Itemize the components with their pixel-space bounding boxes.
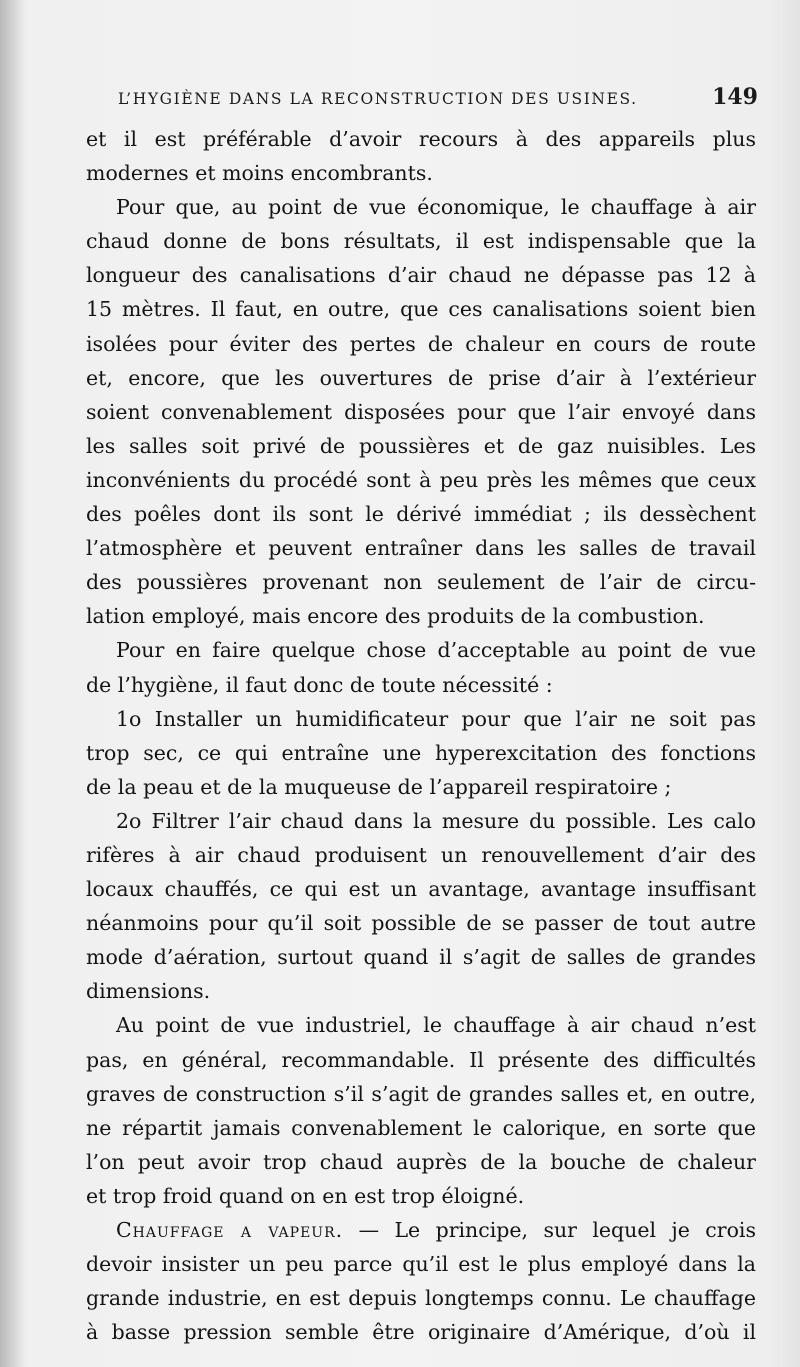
text-line: Pour en faire quelque chose d’acceptable au point de vue xyxy=(116,638,756,663)
text-line: soient convenablement disposées pour que l’air envoyé dans xyxy=(86,399,756,424)
text-line: l’on peut avoir trop chaud auprès de la bouche de chaleur xyxy=(86,1149,756,1174)
text-line: de l’hygiène, il faut donc de toute nécessité : xyxy=(86,672,553,697)
text-line: les salles soit privé de poussières et de gaz nuisibles. Les xyxy=(86,433,756,458)
text-line: chaud donne de bons résultats, il est indispensable que la xyxy=(86,229,756,254)
text-line: pas, en général, recommandable. Il présente des difficultés xyxy=(86,1047,756,1072)
text-line: des poêles dont ils sont le dérivé immédiat ; ils dessèchent xyxy=(86,502,756,527)
text-line: 1o Installer un humidificateur pour que l’air ne soit pas xyxy=(116,706,756,731)
section-heading: Chauffage a vapeur. xyxy=(116,1218,344,1242)
text-line: trop sec, ce qui entraîne une hyperexcitation des fonctions xyxy=(86,740,756,765)
text-line: devoir insister un peu parce qu’il est le plus employé dans la xyxy=(86,1252,756,1277)
text-line: et il est préférable d’avoir recours à des appareils plus xyxy=(86,127,756,151)
running-head xyxy=(118,84,758,116)
page-number: 149 xyxy=(712,84,758,110)
page-edge-shadow xyxy=(0,0,24,1367)
text-line: locaux chauffés, ce qui est un avantage, avantage insuffisant xyxy=(86,877,756,902)
text-line-fragment: — Le principe, sur lequel je crois xyxy=(358,1218,756,1242)
text-line: ne répartit jamais convenablement le calorique, en sorte que xyxy=(86,1115,756,1140)
text-line: des poussières provenant non seulement de l’air de circu- xyxy=(86,570,756,595)
text-line: et trop froid quand on en est trop éloigné. xyxy=(86,1183,525,1208)
text-line: mode d’aération, surtout quand il s’agit de salles de grandes xyxy=(86,945,756,970)
text-line: et, encore, que les ouvertures de prise d’air à l’extérieur xyxy=(86,365,756,390)
text-line: Au point de vue industriel, le chauffage à air chaud n’est xyxy=(116,1013,756,1038)
running-head-title: L’HYGIÈNE DANS LA RECONSTRUCTION DES USINES. xyxy=(118,90,638,108)
text-line: graves de construction s’il s’agit de grandes salles et, en outre, xyxy=(86,1081,756,1106)
text-line: longueur des canalisations d’air chaud ne dépasse pas 12 à xyxy=(86,263,756,288)
text-line: à basse pression semble être originaire d’Amérique, d’où il xyxy=(86,1320,756,1345)
text-line: modernes et moins encombrants. xyxy=(86,161,433,186)
text-line: inconvénients du procédé sont à peu près les mêmes que ceux xyxy=(86,467,756,492)
text-line: de la peau et de la muqueuse de l’appareil respiratoire ; xyxy=(86,774,672,799)
section-heading-line xyxy=(86,1213,756,1247)
text-line: grande industrie, en est depuis longtemps connu. Le chauffage xyxy=(86,1286,756,1311)
text-line: 15 mètres. Il faut, en outre, que ces canalisations soient bien xyxy=(86,297,756,322)
body-text xyxy=(86,122,756,1349)
text-line: Pour que, au point de vue économique, le chauffage à air xyxy=(116,195,756,220)
text-line: dimensions. xyxy=(86,979,211,1004)
text-line: rifères à air chaud produisent un renouvellement d’air des xyxy=(86,842,756,867)
text-line: néanmoins pour qu’il soit possible de se passer de tout autre xyxy=(86,911,756,936)
text-line: lation employé, mais encore des produits de la combustion. xyxy=(86,604,705,629)
text-line: isolées pour éviter des pertes de chaleur en cours de route xyxy=(86,331,756,356)
text-line: 2o Filtrer l’air chaud dans la mesure du possible. Les calo xyxy=(116,808,756,833)
text-line: l’atmosphère et peuvent entraîner dans les salles de travail xyxy=(86,536,756,561)
